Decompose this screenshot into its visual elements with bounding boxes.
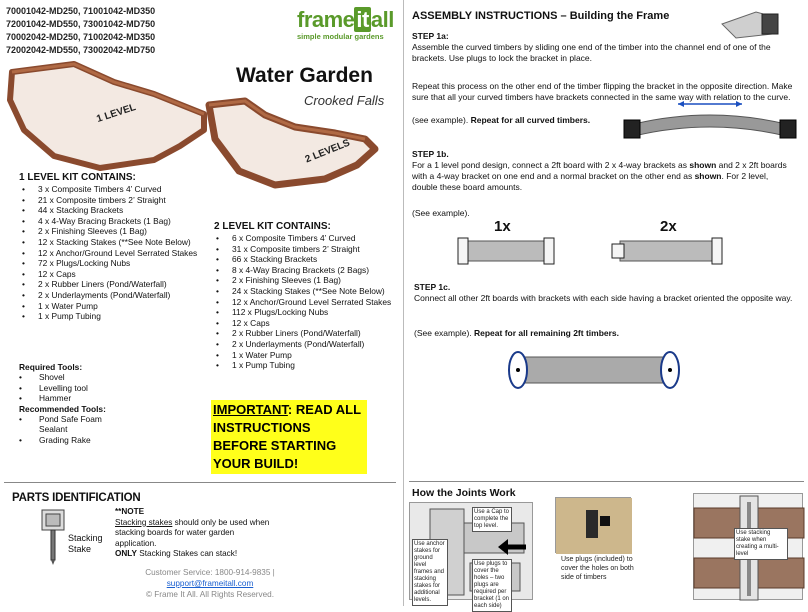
kit2-item: • 31 x Composite timbers 2’ Straight: [212, 244, 402, 255]
step1b-paragraph-1: [412, 160, 796, 194]
plugs-caption: Use plugs (included) to cover the holes on both side of timbers: [561, 556, 634, 581]
two-x-board-illustration: [610, 236, 726, 266]
tool-item: • Grading Rake: [19, 435, 129, 446]
recommended-tools-heading: Recommended Tools:: [19, 403, 106, 414]
joints-heading: How the Joints Work: [412, 487, 516, 499]
plug-photo: [555, 497, 631, 553]
kit1-list: [18, 184, 218, 322]
kit1-item: • 3 x Composite Timbers 4’ Curved: [18, 184, 218, 195]
label-2x: 2x: [660, 218, 677, 235]
required-tools-heading: Required Tools:: [19, 362, 83, 372]
kit2-item: • 66 x Stacking Brackets: [212, 254, 402, 265]
tool-item: • Pond Safe Foam Sealant: [19, 414, 129, 435]
important-text: : READ ALL INSTRUCTIONS BEFORE STARTING YOUR BUILD!: [213, 402, 361, 471]
kit1-heading: 1 LEVEL KIT CONTAINS:: [19, 172, 136, 183]
step1a-example: (see example).: [412, 115, 471, 125]
kit1-item: • 1 x Pump Tubing: [18, 311, 218, 322]
kit1-item: • 4 x 4-Way Bracing Brackets (1 Bag): [18, 216, 218, 227]
kit2-item: • 2 x Underlayments (Pond/Waterfall): [212, 339, 402, 350]
hand-bracket-illustration: [716, 4, 786, 40]
stacking-stake-photo: [693, 493, 803, 600]
stake-label-line: Stacking: [68, 533, 103, 543]
kit1-item: • 12 x Stacking Stakes (**See Note Below): [18, 237, 218, 248]
right-section-rule: [409, 481, 804, 482]
kit1-item: • 2 x Rubber Liners (Pond/Waterfall): [18, 279, 218, 290]
kit2-item: • 8 x 4-Way Bracing Brackets (2 Bags): [212, 265, 402, 276]
kit2-heading: 2 LEVEL KIT CONTAINS:: [214, 221, 331, 232]
kit1-item: • 44 x Stacking Brackets: [18, 205, 218, 216]
model-line: 70002042-MD250, 71002042-MD350: [6, 32, 156, 42]
two-level-frame-illustration: [205, 95, 380, 190]
step1c-repeat: Repeat for all remaining 2ft timbers.: [474, 328, 620, 338]
tool-item: • Shovel: [19, 372, 129, 383]
kit2-list: [212, 233, 402, 371]
left-section-rule: [4, 482, 396, 483]
note-link-text: Stacking stakes: [115, 517, 173, 527]
product-title: Water Garden: [236, 64, 373, 87]
kit1-item: • 2 x Finishing Sleeves (1 Bag): [18, 226, 218, 237]
service-email-link[interactable]: support@frameitall.com: [166, 579, 254, 588]
step1b-heading: STEP 1b.: [412, 149, 449, 159]
plug-photo-drawing: [556, 498, 632, 554]
cap-callout: Use a Cap to complete the top level.: [472, 507, 512, 532]
column-divider: [403, 0, 404, 606]
product-subtitle: Crooked Falls: [304, 93, 385, 108]
step1b-shown-1: shown: [689, 160, 717, 170]
label-1x: 1x: [494, 218, 511, 235]
stake-note: [115, 507, 275, 560]
one-x-board-illustration: [456, 236, 556, 266]
stake-label-line: Stake: [68, 544, 92, 554]
assembly-heading: ASSEMBLY INSTRUCTIONS – Building the Frame: [412, 10, 670, 22]
step1a-heading: STEP 1a:: [412, 31, 449, 41]
required-tools-list: [19, 372, 129, 404]
step1b-text-c: and 2 x 2ft boards with a 4-way bracket on one end and a normal bracket on the other end as: [412, 160, 787, 182]
recommended-tools-list: [19, 414, 129, 446]
step1b-text-a: For a 1 level pond design, connect a 2ft board with 2 x 4-way brackets as: [412, 160, 690, 170]
step1c-paragraph-1: Connect all other 2ft boards with brackets with each side having a bracket oriented the opposite way.: [414, 293, 793, 303]
kit2-item: • 112 x Plugs/Locking Nubs: [212, 307, 402, 318]
kit2-item: • 2 x Finishing Sleeves (1 Bag): [212, 275, 402, 286]
step1c-example: (See example).: [414, 328, 474, 338]
anchor-callout: Use anchor stakes for ground level frames and stacking stakes for additional levels.: [412, 539, 448, 606]
step1c-heading: STEP 1c.: [414, 282, 451, 292]
kit1-item: • 12 x Anchor/Ground Level Serrated Stakes: [18, 248, 218, 259]
logo-tagline: simple modular gardens: [297, 32, 384, 41]
kit2-item: • 1 x Pump Tubing: [212, 360, 402, 371]
kit2-item: • 1 x Water Pump: [212, 350, 402, 361]
step1a-paragraph-2: Repeat this process on the other end of the timber flipping the bracket in the opposite direction. Make sure that all your curved timbers have brackets connected in the same way with relation to the curve.: [412, 81, 793, 103]
step1a-paragraph-1: Assemble the curved timbers by sliding one end of the timber into the channel end of one of the brackets. Use plugs to lock the bracket in place.: [412, 42, 771, 64]
tool-item: • Levelling tool: [19, 383, 129, 394]
model-numbers: [6, 5, 155, 57]
stacking-stake-icon: [36, 508, 70, 566]
model-line: 70001042-MD250, 71001042-MD350: [6, 6, 156, 16]
kit1-item: • 72 x Plugs/Locking Nubs: [18, 258, 218, 269]
step1a-paragraph-3: [412, 115, 612, 126]
logo-word-it: it: [356, 7, 369, 32]
curved-timber-illustration: [622, 100, 798, 146]
model-line: 72002042-MD550, 73002042-MD750: [6, 45, 156, 55]
model-line: 72001042-MD550, 73001042-MD750: [6, 19, 156, 29]
one-level-label: 1 LEVEL: [95, 101, 138, 126]
kit2-item: • 24 x Stacking Stakes (**See Note Below): [212, 286, 402, 297]
step1a-repeat: Repeat for all curved timbers.: [470, 115, 591, 125]
note-tail: Stacking Stakes can stack!: [137, 549, 238, 558]
kit2-item: • 6 x Composite Timbers 4’ Curved: [212, 233, 402, 244]
copyright: © Frame It All. All Rights Reserved.: [146, 590, 274, 599]
stacking-callout: Use stacking stake when creating a multi-level: [734, 528, 788, 560]
step1b-paragraph-2: (See example).: [412, 208, 470, 218]
kit1-item: • 1 x Water Pump: [18, 301, 218, 312]
kit2-item: • 12 x Anchor/Ground Level Serrated Stakes: [212, 297, 402, 308]
kit1-item: • 12 x Caps: [18, 269, 218, 280]
tool-item: • Hammer: [19, 393, 129, 404]
parts-heading: PARTS IDENTIFICATION: [12, 492, 141, 504]
customer-service: [110, 567, 310, 600]
note-heading: **NOTE: [115, 507, 145, 516]
stake-label: [68, 533, 103, 555]
step1b-text-e: . For 2 level, double these board amounts.: [412, 171, 769, 193]
joint-diagram-photo: [409, 502, 533, 609]
note-text: should only be used when stacking boards for water garden application.: [115, 517, 270, 548]
kit2-item: • 2 x Rubber Liners (Pond/Waterfall): [212, 328, 402, 339]
logo-word-frame: frame: [297, 7, 355, 32]
note-only: ONLY: [115, 549, 137, 558]
kit1-item: • 21 x Composite timbers 2’ Straight: [18, 195, 218, 206]
logo-word-all: all: [370, 7, 394, 32]
service-phone: Customer Service: 1800-914-9835 |: [145, 568, 275, 577]
tools-section: [19, 362, 129, 446]
step1b-shown-2: shown: [694, 171, 722, 182]
step1c-paragraph-2: [414, 328, 796, 339]
important-warning: [211, 400, 367, 474]
opposite-bracket-board-illustration: [504, 349, 684, 391]
kit1-item: • 2 x Underlayments (Pond/Waterfall): [18, 290, 218, 301]
plugs-callout: Use plugs to cover the holes – two plugs are required per bracket (1 on each side): [472, 559, 512, 612]
kit2-item: • 12 x Caps: [212, 318, 402, 329]
important-word: IMPORTANT: [213, 402, 288, 417]
brand-logo: [297, 8, 397, 41]
two-level-label: 2 LEVELS: [303, 137, 352, 166]
